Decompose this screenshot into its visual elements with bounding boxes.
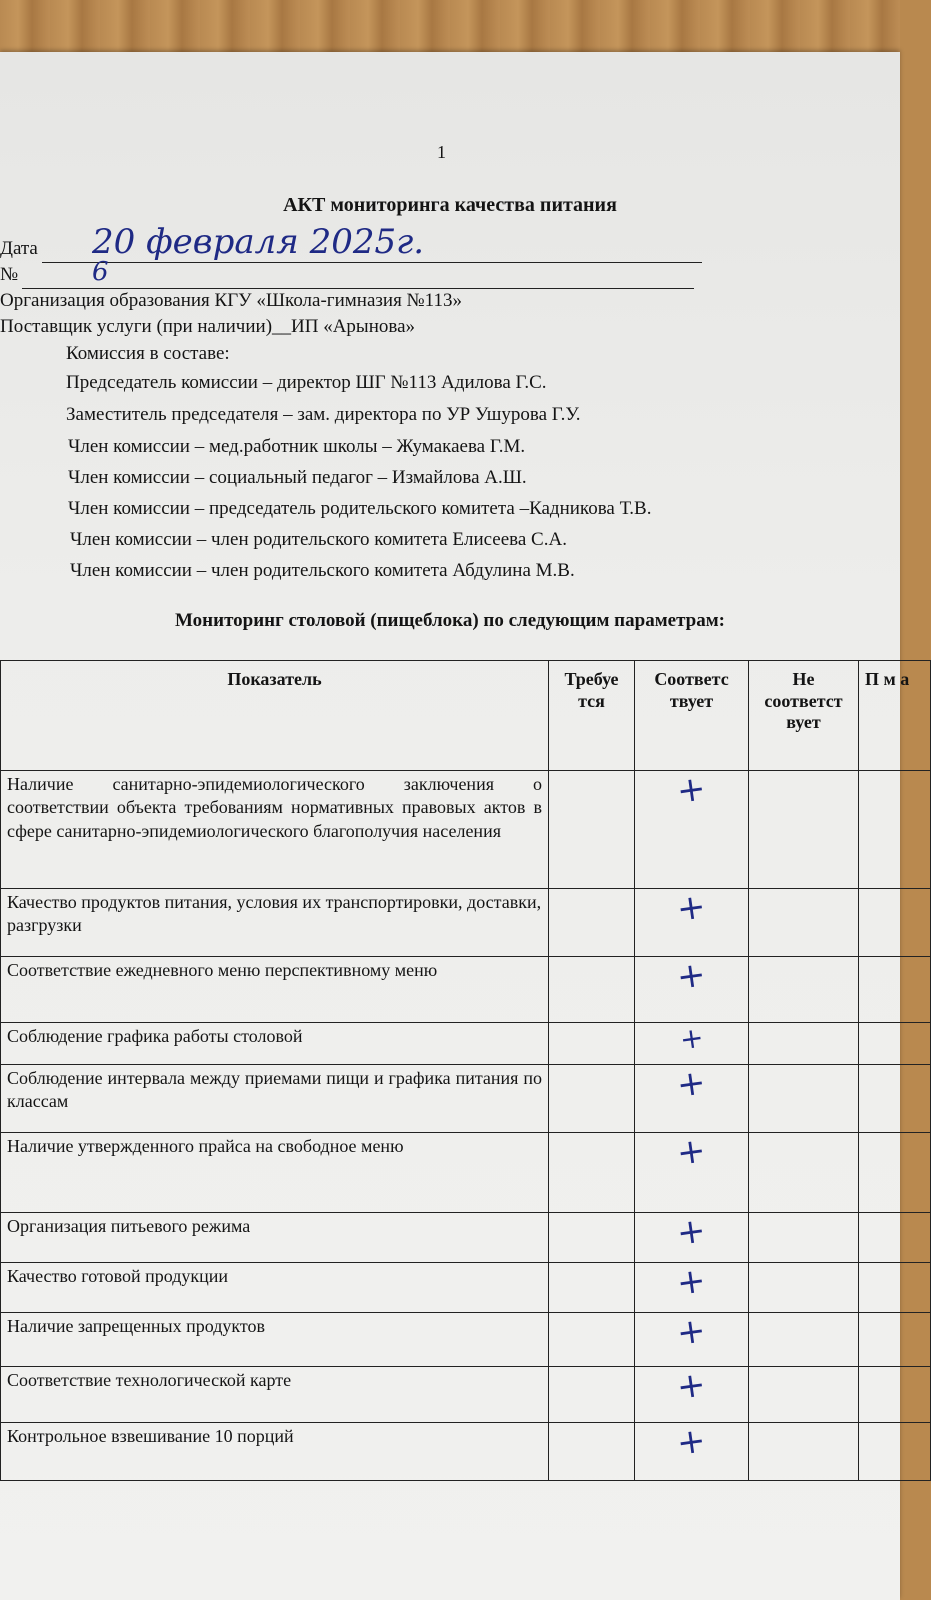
- header-required: Требуе тся: [549, 661, 635, 771]
- commission-member: Заместитель председателя – зам. директора по УР Ушурова Г.У.: [66, 404, 581, 425]
- indicator-cell: Соблюдение графика работы столовой: [1, 1023, 549, 1065]
- extra-cell: [859, 1213, 931, 1263]
- date-handwritten: 20 февраля 2025г.: [92, 222, 425, 262]
- indicator-cell: Контрольное взвешивание 10 порций: [1, 1423, 549, 1481]
- header-extra: П м а: [859, 661, 931, 771]
- page-number: 1: [437, 142, 446, 162]
- required-cell: [549, 1313, 635, 1367]
- extra-cell: [859, 889, 931, 957]
- handwritten-plus-mark: +: [674, 954, 709, 998]
- complies-cell: [635, 1420, 749, 1481]
- extra-cell: [859, 957, 931, 1023]
- not-complies-cell: [749, 1423, 859, 1481]
- table-row: [1, 957, 931, 1023]
- handwritten-plus-mark: +: [674, 1420, 709, 1464]
- complies-cell: [635, 1130, 749, 1213]
- extra-cell: [859, 1367, 931, 1423]
- extra-cell: [859, 1133, 931, 1213]
- handwritten-plus-mark: +: [674, 768, 709, 812]
- handwritten-plus-mark: +: [677, 1020, 706, 1057]
- handwritten-plus-mark: +: [674, 1210, 709, 1254]
- complies-cell: [635, 954, 749, 1023]
- table-row: [1, 1023, 931, 1065]
- required-cell: [549, 1213, 635, 1263]
- not-complies-cell: [749, 1023, 859, 1065]
- not-complies-cell: [749, 1263, 859, 1313]
- complies-cell: [635, 1310, 749, 1367]
- indicator-cell: Наличие санитарно-эпидемиологического заключения о соответствии объекта требованиям нормативных правовых актов в сфере санитарно-эпидемиологического благополучия населения: [1, 771, 549, 889]
- handwritten-plus-mark: +: [674, 1260, 709, 1304]
- table-row: [1, 1133, 931, 1213]
- number-underline: [22, 288, 694, 289]
- complies-cell: [635, 886, 749, 957]
- document-title: АКТ мониторинга качества питания: [283, 194, 617, 216]
- not-complies-cell: [749, 889, 859, 957]
- commission-member: Член комиссии – мед.работник школы – Жумакаева Г.М.: [68, 436, 526, 457]
- indicator-cell: Наличие утвержденного прайса на свободное меню: [1, 1133, 549, 1213]
- header-not-complies: Не соответст вует: [749, 661, 859, 771]
- organization-line: Организация образования КГУ «Школа-гимназия №113»: [0, 290, 462, 311]
- number-label: №: [0, 264, 19, 285]
- indicator-cell: Соответствие технологической карте: [1, 1367, 549, 1423]
- table-row: [1, 1367, 931, 1423]
- extra-cell: [859, 771, 931, 889]
- table-header-row: [1, 661, 931, 771]
- not-complies-cell: [749, 1213, 859, 1263]
- header-complies: Соответс твует: [635, 661, 749, 771]
- handwritten-plus-mark: +: [674, 1310, 709, 1354]
- handwritten-plus-mark: +: [674, 1062, 709, 1106]
- commission-member: Председатель комиссии – директор ШГ №113 Адилова Г.С.: [66, 372, 547, 393]
- indicator-cell: Качество готовой продукции: [1, 1263, 549, 1313]
- required-cell: [549, 1263, 635, 1313]
- complies-cell: [635, 768, 749, 889]
- indicator-cell: Наличие запрещенных продуктов: [1, 1313, 549, 1367]
- indicator-cell: Соответствие ежедневного меню перспективному меню: [1, 957, 549, 1023]
- extra-cell: [859, 1065, 931, 1133]
- extra-cell: [859, 1023, 931, 1065]
- complies-cell: [635, 1020, 749, 1065]
- complies-cell: [635, 1062, 749, 1133]
- table-row: [1, 1313, 931, 1367]
- table-row: [1, 1263, 931, 1313]
- date-label: Дата: [0, 238, 38, 259]
- document-sheet: [0, 52, 910, 1600]
- extra-cell: [859, 1423, 931, 1481]
- monitoring-table: [0, 660, 931, 1481]
- required-cell: [549, 771, 635, 889]
- commission-member: Член комиссии – член родительского комитета Абдулина М.В.: [70, 560, 575, 581]
- required-cell: [549, 1367, 635, 1423]
- indicator-cell: Организация питьевого режима: [1, 1213, 549, 1263]
- not-complies-cell: [749, 1133, 859, 1213]
- table-row: [1, 771, 931, 889]
- not-complies-cell: [749, 1065, 859, 1133]
- required-cell: [549, 1065, 635, 1133]
- table-row: [1, 1423, 931, 1481]
- number-handwritten: 6: [92, 257, 109, 287]
- supplier-line: Поставщик услуги (при наличии)__ИП «Арынова»: [0, 316, 416, 337]
- table-row: [1, 1213, 931, 1263]
- indicator-cell: Качество продуктов питания, условия их транспортировки, доставки, разгрузки: [1, 889, 549, 957]
- commission-member: Член комиссии – председатель родительского комитета –Кадникова Т.В.: [68, 498, 652, 519]
- date-underline: [42, 262, 702, 263]
- handwritten-plus-mark: +: [674, 1364, 709, 1408]
- required-cell: [549, 889, 635, 957]
- handwritten-plus-mark: +: [674, 1130, 709, 1174]
- commission-member: Член комиссии – член родительского комитета Елисеева С.А.: [70, 529, 567, 550]
- extra-cell: [859, 1263, 931, 1313]
- required-cell: [549, 1423, 635, 1481]
- complies-cell: [635, 1364, 749, 1423]
- not-complies-cell: [749, 771, 859, 889]
- commission-heading: Комиссия в составе:: [66, 343, 230, 364]
- table-row: [1, 1065, 931, 1133]
- commission-member: Член комиссии – социальный педагог – Измайлова А.Ш.: [68, 467, 527, 488]
- required-cell: [549, 1133, 635, 1213]
- extra-cell: [859, 1313, 931, 1367]
- complies-cell: [635, 1260, 749, 1313]
- header-indicator: Показатель: [1, 661, 549, 771]
- handwritten-plus-mark: +: [674, 886, 709, 930]
- required-cell: [549, 1023, 635, 1065]
- table-row: [1, 889, 931, 957]
- required-cell: [549, 957, 635, 1023]
- monitoring-title: Мониторинг столовой (пищеблока) по следующим параметрам:: [175, 610, 725, 631]
- not-complies-cell: [749, 957, 859, 1023]
- not-complies-cell: [749, 1367, 859, 1423]
- indicator-cell: Соблюдение интервала между приемами пищи и графика питания по классам: [1, 1065, 549, 1133]
- complies-cell: [635, 1210, 749, 1263]
- not-complies-cell: [749, 1313, 859, 1367]
